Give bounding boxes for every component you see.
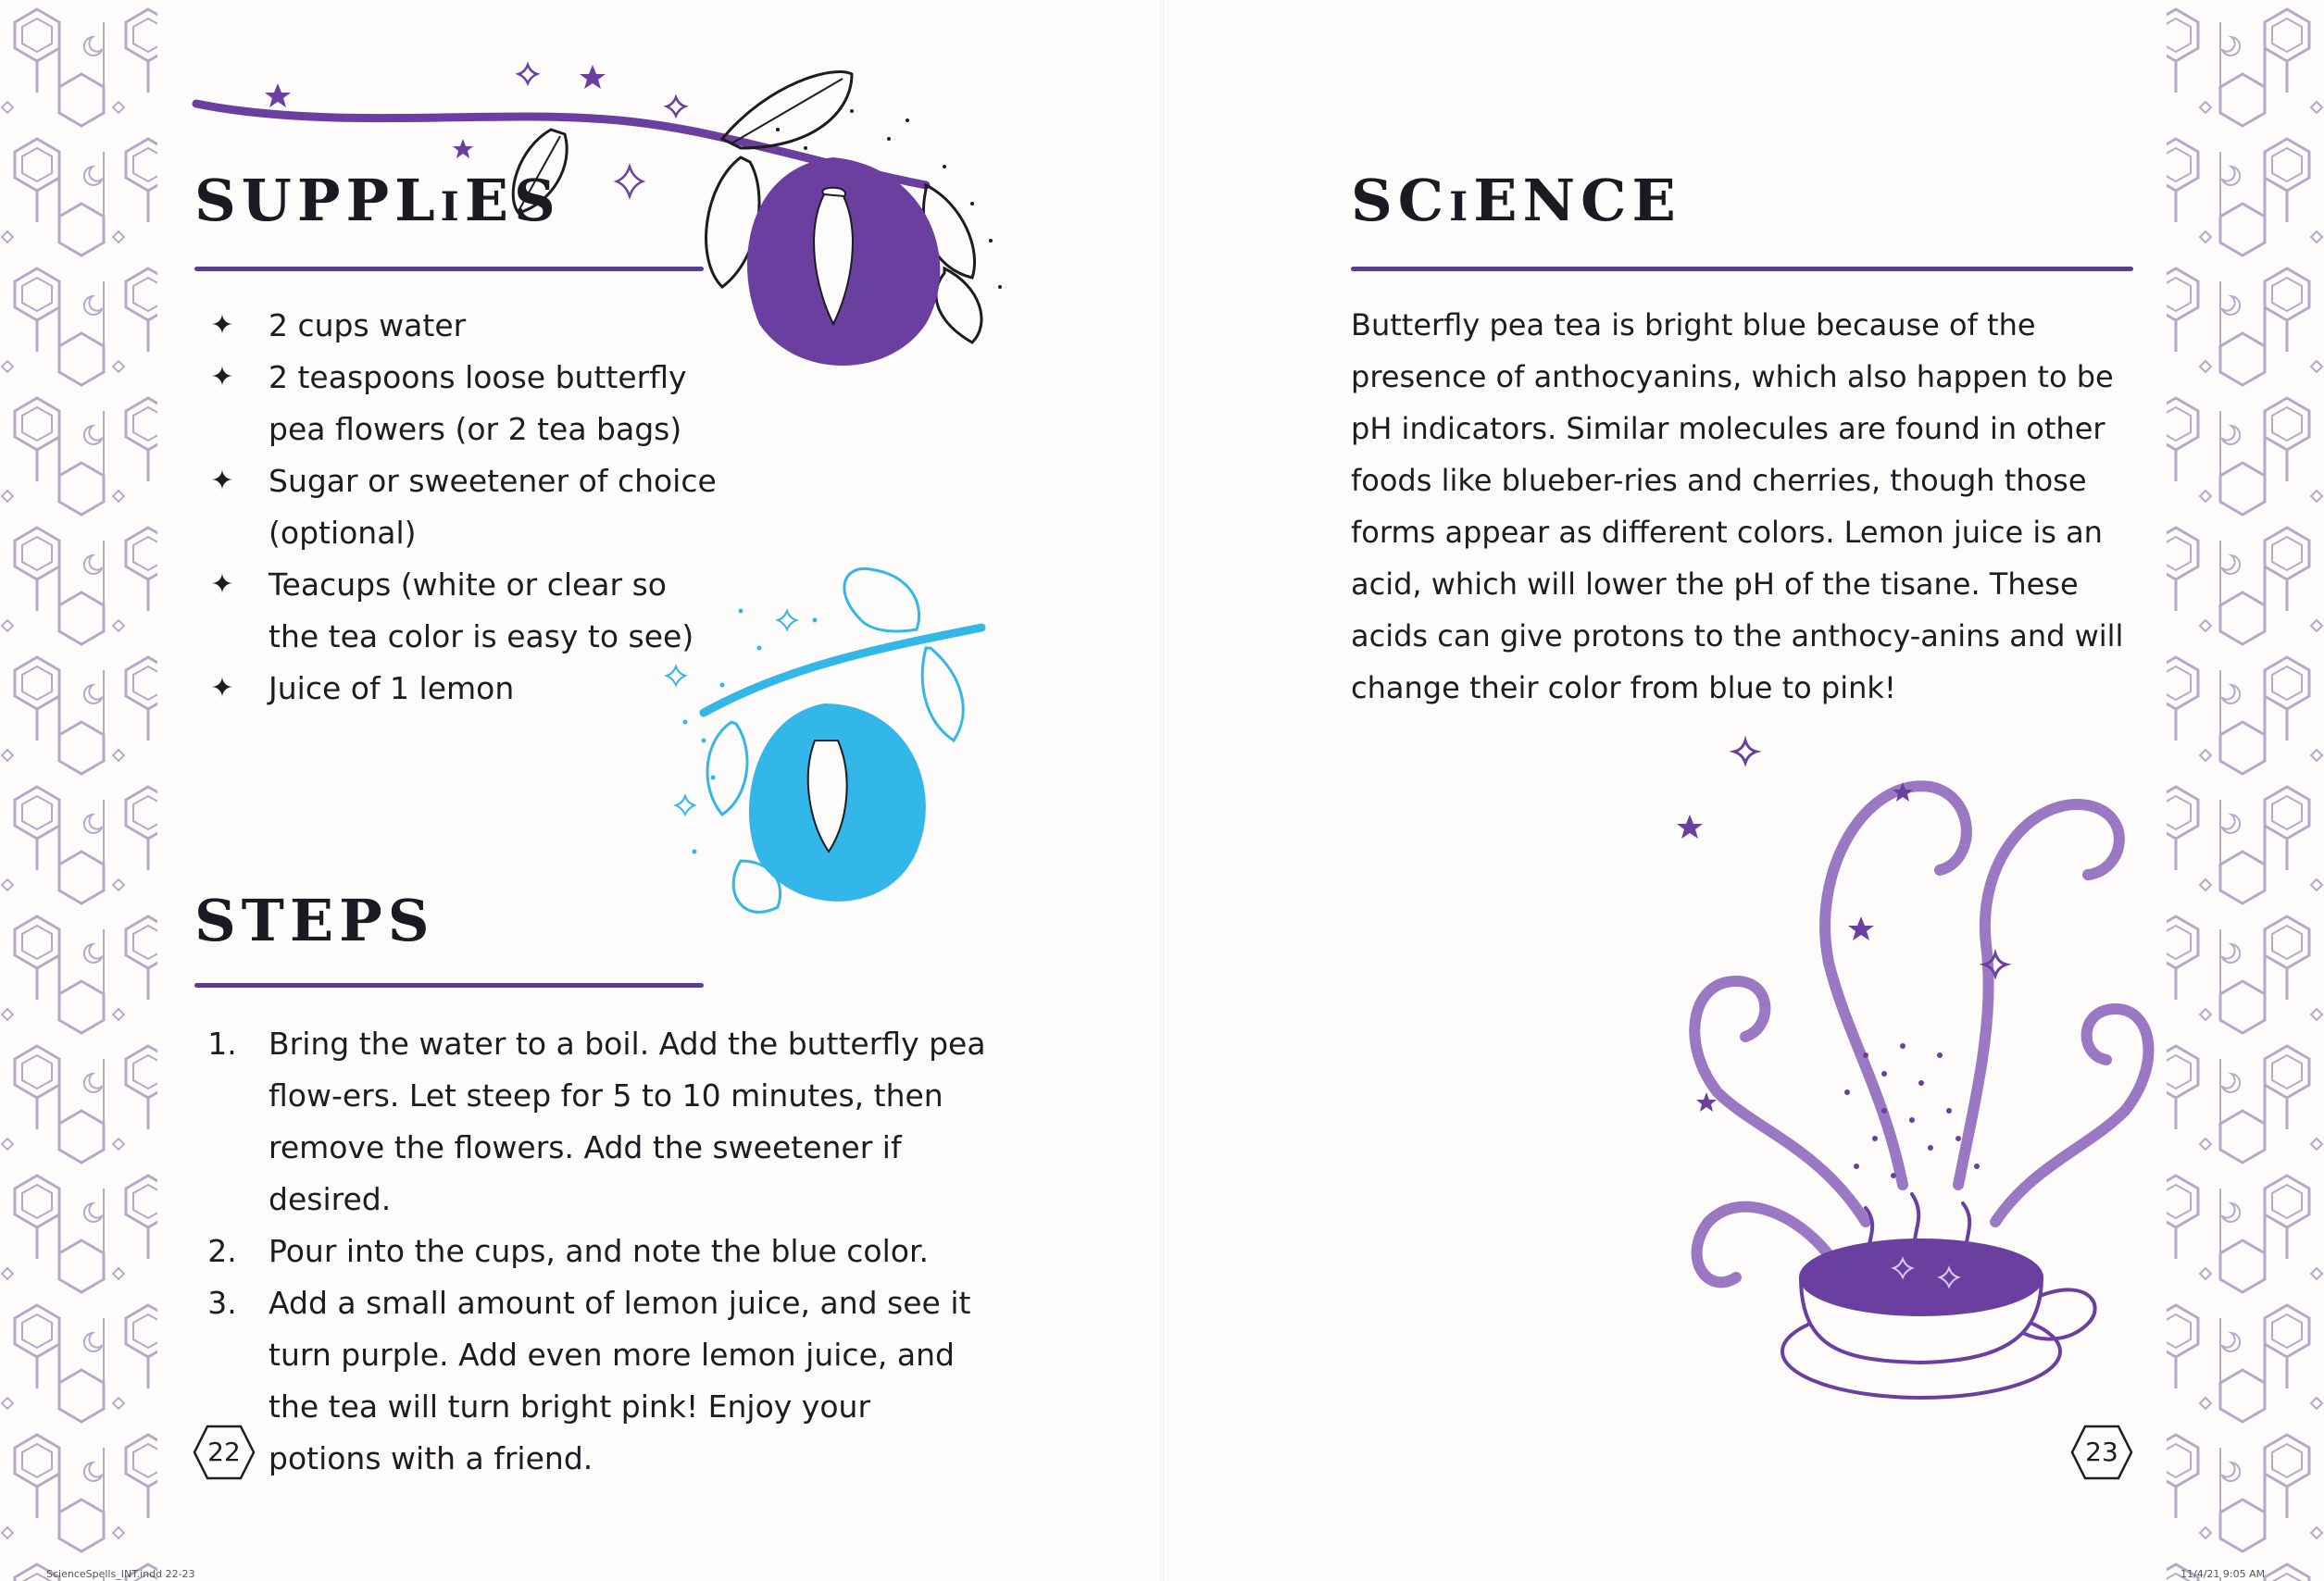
supplies-heading: SUPPLiES: [194, 167, 561, 234]
page-number-text: 22: [207, 1437, 241, 1467]
step-number: 1.: [207, 1026, 237, 1062]
sparkle-bullet-icon: ✦: [210, 672, 234, 704]
print-slug-right: 11/4/21 9:05 AM: [2180, 1568, 2266, 1580]
step-text: Pour into the cups, and note the blue color.: [269, 1233, 930, 1269]
list-item: [194, 1226, 991, 1277]
supplies-rule: [194, 267, 704, 271]
sparkle-bullet-icon: ✦: [210, 465, 234, 497]
list-item: [194, 352, 722, 455]
supply-text: 2 teaspoons loose butterfly pea flowers (or 2 tea bags): [269, 359, 687, 447]
step-number: 3.: [207, 1285, 237, 1321]
sparkle-bullet-icon: ✦: [210, 361, 234, 393]
supply-text: Teacups (white or clear so the tea color is easy to see): [269, 566, 694, 654]
supply-text: 2 cups water: [269, 307, 467, 343]
sparkle-bullet-icon: ✦: [210, 309, 234, 342]
supplies-list: [194, 300, 722, 715]
list-item: [194, 559, 722, 663]
page-number-right: [2069, 1424, 2134, 1481]
steaming-teacup-icon: [1606, 703, 2199, 1444]
list-item: [194, 1018, 991, 1226]
steps-heading: STEPS: [194, 887, 435, 954]
steps-rule: [194, 983, 704, 988]
science-rule: [1351, 267, 2133, 271]
page-number-left: [192, 1424, 256, 1481]
science-paragraph: Butterfly pea tea is bright blue because of the presence of anthocyanins, which also happen to be pH indicators. Similar molecules are found in other foods like blueber-ries and cherries, though those forms appear as different colors. Lemon juice is an acid, which will lower the pH of the tisane. These acids can give protons to the anthocy-anins and will change their color from blue to pink!: [1351, 307, 2124, 705]
supply-text: Sugar or sweetener of choice (optional): [269, 463, 717, 551]
step-text: Add a small amount of lemon juice, and see it turn purple. Add even more lemon juice, and the tea will turn bright pink! Enjoy your potions with a friend.: [269, 1285, 971, 1476]
step-number: 2.: [207, 1233, 237, 1269]
sparkle-bullet-icon: ✦: [210, 568, 234, 601]
supply-text: Juice of 1 lemon: [269, 670, 515, 706]
right-page: [1162, 0, 2324, 1581]
list-item: [194, 300, 722, 352]
list-item: [194, 663, 722, 715]
page-number-text: 23: [2085, 1437, 2118, 1467]
steps-list: [194, 1018, 991, 1485]
step-text: Bring the water to a boil. Add the butterfly pea flow-ers. Let steep for 5 to 10 minutes, then remove the flowers. Add the sweetener if desired.: [269, 1026, 986, 1217]
list-item: [194, 455, 722, 559]
print-slug-left: ScienceSpells_INT.indd 22-23: [46, 1568, 195, 1580]
list-item: [194, 1277, 991, 1485]
science-heading: SCiENCE: [1351, 167, 1681, 234]
